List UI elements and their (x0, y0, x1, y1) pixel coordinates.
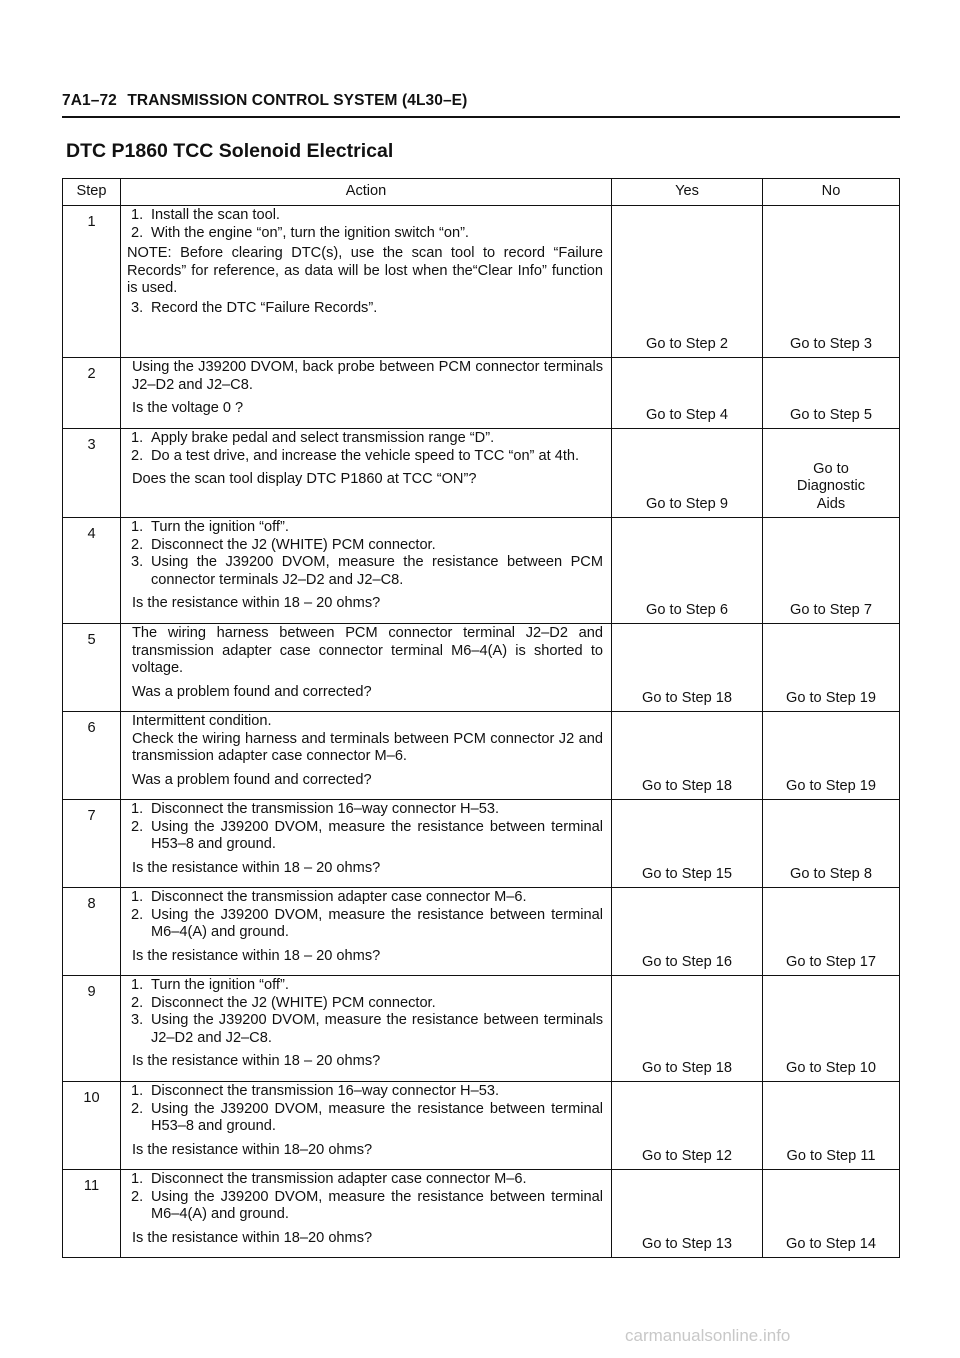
action-cell (121, 206, 612, 358)
action-step-text: Using the J39200 DVOM, measure the resistance between terminal H53–8 and ground. (151, 818, 603, 852)
note-text: NOTE: Before clearing DTC(s), use the scan tool to record “Failure Records” for reference, as data will be lost when the“Clear Info” function is used. (127, 245, 603, 296)
no-result: Go to Step 10 (763, 976, 900, 1082)
action-step (127, 448, 603, 466)
question-text: Was a problem found and corrected? (132, 683, 372, 700)
table-row (63, 206, 900, 358)
watermark: carmanualsonline.info (625, 1326, 791, 1345)
step-number: 11 (63, 1170, 121, 1258)
action-text: Intermittent condition. (132, 713, 272, 729)
no-result: Go to Step 8 (763, 800, 900, 888)
action-step (127, 1189, 603, 1224)
step-number: 10 (63, 1082, 121, 1170)
no-result: Go to Step 11 (763, 1082, 900, 1170)
action-step-number: 1. (131, 1083, 144, 1099)
header-divider (62, 116, 900, 118)
action-step-number: 2. (131, 447, 144, 464)
action-text: Using the J39200 DVOM, back probe between PCM connector terminals J2–D2 and J2–C8. (132, 359, 603, 393)
action-step-number: 2. (131, 906, 144, 923)
page-code: 7A1–72 (62, 92, 117, 109)
no-result: Go to Step 14 (763, 1170, 900, 1258)
yes-result: Go to Step 18 (612, 624, 763, 712)
question-text: Is the resistance within 18 – 20 ohms? (132, 1053, 381, 1069)
action-step (127, 554, 603, 589)
action-step (127, 977, 603, 995)
action-step-number: 1. (131, 977, 144, 993)
action-step (127, 519, 603, 537)
action-cell (121, 1170, 612, 1258)
action-step-number: 1. (131, 801, 144, 817)
question-text: Is the resistance within 18 – 20 ohms? (132, 947, 381, 964)
no-result: Go to Step 19 (763, 624, 900, 712)
table-row (63, 1082, 900, 1170)
no-result: Go to Step 7 (763, 518, 900, 624)
table-row (63, 712, 900, 800)
action-step-number: 2. (131, 1188, 144, 1205)
action-step-text: Disconnect the transmission adapter case connector M–6. (151, 1171, 527, 1187)
step-number: 5 (63, 624, 121, 712)
action-step-number: 2. (131, 224, 144, 241)
action-step-text: Turn the ignition “off”. (151, 977, 289, 993)
table-row (63, 518, 900, 624)
action-step-text: Disconnect the J2 (WHITE) PCM connector. (151, 536, 436, 553)
yes-result: Go to Step 15 (612, 800, 763, 888)
column-header-step: Step (63, 179, 121, 206)
table-row (63, 1170, 900, 1258)
question-text: Is the resistance within 18 – 20 ohms? (132, 859, 381, 876)
action-step-text: Apply brake pedal and select transmission range “D”. (151, 430, 495, 446)
yes-result: Go to Step 18 (612, 976, 763, 1082)
question-text: Is the resistance within 18–20 ohms? (132, 1141, 373, 1158)
table-row (63, 358, 900, 429)
yes-result: Go to Step 16 (612, 888, 763, 976)
action-step-number: 1. (131, 1171, 144, 1187)
column-header-action: Action (121, 179, 612, 206)
action-step-text: With the engine “on”, turn the ignition switch “on”. (151, 224, 469, 241)
step-number: 1 (63, 206, 121, 358)
yes-result: Go to Step 6 (612, 518, 763, 624)
action-step (127, 889, 603, 907)
step-number: 4 (63, 518, 121, 624)
action-step (127, 1171, 603, 1189)
action-step-number: 2. (131, 536, 144, 553)
action-cell (121, 358, 612, 429)
page-title: DTC P1860 TCC Solenoid Electrical (66, 140, 394, 162)
table-row (63, 976, 900, 1082)
action-step (127, 225, 603, 243)
column-header-no: No (763, 179, 900, 206)
table-row (63, 888, 900, 976)
action-step (127, 995, 603, 1013)
action-cell (121, 518, 612, 624)
action-step-text: Disconnect the transmission 16–way connector H–53. (151, 1083, 499, 1099)
diagnostic-table (62, 178, 900, 1258)
question-text: Is the resistance within 18 – 20 ohms? (132, 595, 381, 611)
question-text: Does the scan tool display DTC P1860 at TCC “ON”? (132, 471, 477, 487)
action-step-number: 3. (131, 554, 144, 570)
no-result: Go to Diagnostic Aids (763, 429, 900, 518)
action-cell (121, 712, 612, 800)
action-step (127, 1101, 603, 1136)
action-step-number: 1. (131, 207, 144, 223)
table-row (63, 624, 900, 712)
action-step-text: Install the scan tool. (151, 207, 280, 223)
action-cell (121, 429, 612, 518)
action-step-number: 3. (131, 1012, 144, 1028)
action-cell (121, 800, 612, 888)
section-title: TRANSMISSION CONTROL SYSTEM (4L30–E) (127, 92, 468, 109)
action-step-number: 1. (131, 889, 144, 905)
yes-result: Go to Step 4 (612, 358, 763, 429)
table-body (63, 206, 900, 1258)
action-step-text: Turn the ignition “off”. (151, 519, 289, 535)
action-step (127, 430, 603, 448)
yes-result: Go to Step 18 (612, 712, 763, 800)
action-step-number: 1. (131, 519, 144, 535)
action-step (127, 819, 603, 854)
action-step (127, 300, 603, 318)
no-result: Go to Step 17 (763, 888, 900, 976)
action-step (127, 1012, 603, 1047)
question-text: Is the voltage 0 ? (132, 400, 244, 416)
action-step (127, 801, 603, 819)
action-step-text: Using the J39200 DVOM, measure the resistance between terminal M6–4(A) and ground. (151, 906, 603, 940)
action-step-number: 2. (131, 1100, 144, 1117)
step-number: 8 (63, 888, 121, 976)
action-step-text: Disconnect the transmission adapter case connector M–6. (151, 889, 527, 905)
action-step-number: 1. (131, 430, 144, 446)
yes-result: Go to Step 9 (612, 429, 763, 518)
action-step (127, 907, 603, 942)
action-step-text: Using the J39200 DVOM, measure the resistance between PCM connector terminals J2–D2 and J2–C8. (151, 554, 603, 588)
action-step-text: Do a test drive, and increase the vehicle speed to TCC “on” at 4th. (151, 447, 580, 464)
action-step-text: Using the J39200 DVOM, measure the resistance between terminals J2–D2 and J2–C8. (151, 1012, 603, 1046)
action-text: The wiring harness between PCM connector terminal J2–D2 and transmission adapter case connector terminal M6–4(A) is shorted to voltage. (132, 625, 603, 676)
action-step-text: Disconnect the transmission 16–way connector H–53. (151, 801, 499, 817)
action-step-text: Disconnect the J2 (WHITE) PCM connector. (151, 994, 436, 1011)
yes-result: Go to Step 13 (612, 1170, 763, 1258)
table-row (63, 800, 900, 888)
action-step-number: 3. (131, 299, 144, 316)
question-text: Is the resistance within 18–20 ohms? (132, 1229, 373, 1246)
action-text: Check the wiring harness and terminals between PCM connector J2 and transmission adapter case connector M–6. (132, 730, 603, 764)
action-step-number: 2. (131, 818, 144, 835)
action-step (127, 1083, 603, 1101)
step-number: 9 (63, 976, 121, 1082)
action-cell (121, 1082, 612, 1170)
step-number: 3 (63, 429, 121, 518)
action-step-number: 2. (131, 994, 144, 1011)
page-header (62, 92, 900, 110)
action-step (127, 207, 603, 225)
question-text: Was a problem found and corrected? (132, 771, 372, 788)
action-cell (121, 624, 612, 712)
step-number: 2 (63, 358, 121, 429)
yes-result: Go to Step 12 (612, 1082, 763, 1170)
yes-result: Go to Step 2 (612, 206, 763, 358)
table-header-row (63, 179, 900, 206)
no-result: Go to Step 3 (763, 206, 900, 358)
action-cell (121, 888, 612, 976)
action-step (127, 537, 603, 555)
step-number: 7 (63, 800, 121, 888)
step-number: 6 (63, 712, 121, 800)
action-step-text: Using the J39200 DVOM, measure the resistance between terminal H53–8 and ground. (151, 1100, 603, 1134)
table-row (63, 429, 900, 518)
no-result: Go to Step 19 (763, 712, 900, 800)
no-result: Go to Step 5 (763, 358, 900, 429)
action-cell (121, 976, 612, 1082)
column-header-yes: Yes (612, 179, 763, 206)
header-text (62, 92, 900, 110)
action-step-text: Using the J39200 DVOM, measure the resistance between terminal M6–4(A) and ground. (151, 1188, 603, 1222)
action-step-text: Record the DTC “Failure Records”. (151, 299, 378, 316)
